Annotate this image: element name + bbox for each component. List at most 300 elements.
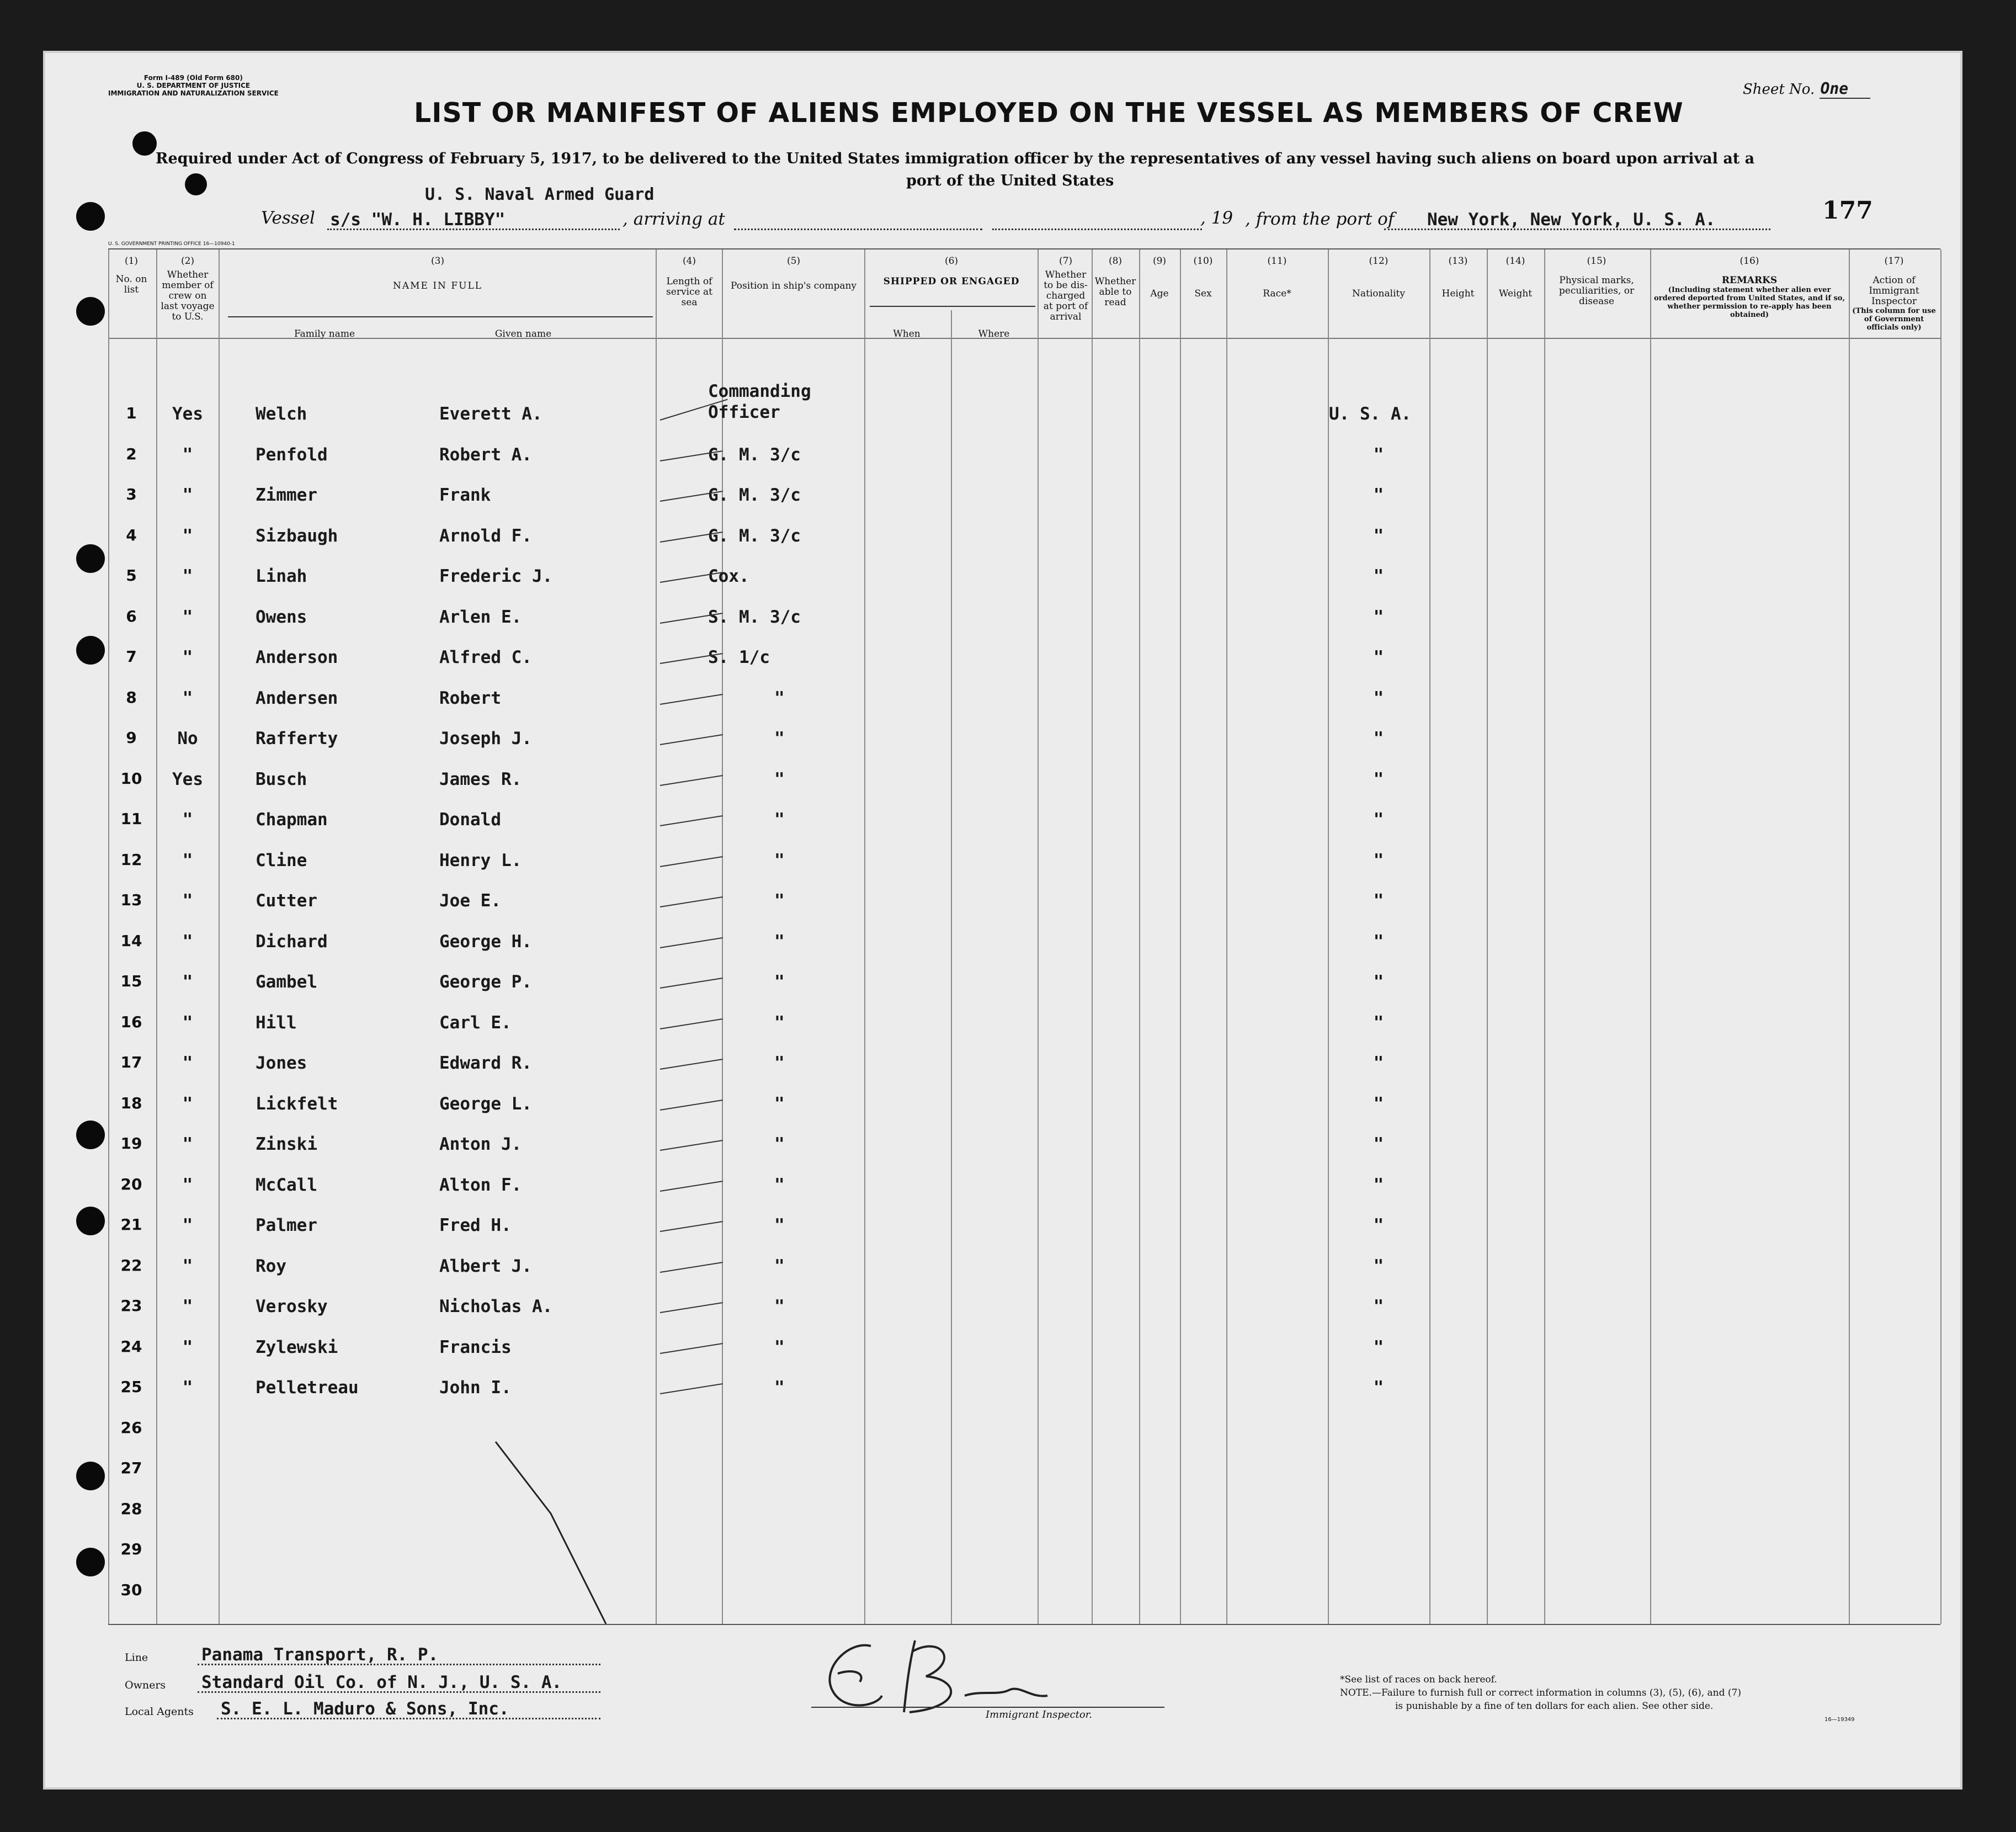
from-port-dotted-line	[1384, 229, 1770, 230]
nationality: "	[1373, 850, 1384, 870]
inspector-signature-line	[811, 1707, 1164, 1708]
col12-num: (12)	[1369, 256, 1389, 267]
row-number: 6	[126, 607, 137, 625]
form-id-line-1: Form I-489 (Old Form 680)	[143, 74, 243, 82]
position: "	[774, 688, 785, 708]
nationality: "	[1373, 810, 1384, 830]
col7-title: Whether to be dis-charged at port of arrival	[1043, 269, 1088, 322]
position: "	[774, 810, 785, 830]
previous-voyage: "	[182, 972, 193, 992]
nationality: "	[1373, 525, 1384, 546]
nationality: "	[1373, 1215, 1384, 1235]
position: "	[774, 769, 785, 789]
previous-voyage: "	[182, 1053, 193, 1073]
column-divider	[1544, 249, 1545, 1624]
family-name: Zinski	[256, 1134, 317, 1154]
column-divider	[1038, 249, 1039, 1624]
position: "	[774, 1337, 785, 1357]
owners-label: Owners	[125, 1679, 166, 1691]
row-number: 12	[120, 850, 142, 869]
pen-stroke	[474, 1431, 617, 1629]
row-number: 10	[120, 769, 142, 788]
form-id	[108, 74, 279, 97]
binder-hole	[76, 544, 105, 573]
col1-num: (1)	[124, 256, 139, 267]
where-header: Where	[978, 328, 1010, 339]
required-line-1: Required under Act of Congress of February 5, 1917, to be delivered to the United States immigration officer by the representatives of any vessel having such aliens on board upon arrival at a	[156, 150, 1755, 167]
nationality: "	[1373, 688, 1384, 708]
previous-voyage: "	[182, 485, 193, 505]
given-name: George L.	[439, 1093, 532, 1114]
previous-voyage: "	[182, 810, 193, 830]
col2-num: (2)	[180, 256, 195, 267]
column-divider	[656, 249, 657, 1624]
col16-num: (16)	[1740, 256, 1759, 267]
given-name: Donald	[439, 810, 501, 830]
row-number: 23	[120, 1297, 142, 1315]
nationality: "	[1373, 769, 1384, 789]
row-number: 13	[120, 891, 142, 909]
nationality: "	[1373, 444, 1384, 465]
col10-title: Sex	[1194, 288, 1212, 299]
family-name: Verosky	[256, 1297, 328, 1316]
note-races: *See list of races on back hereof.	[1340, 1674, 1497, 1685]
row-number: 20	[120, 1175, 142, 1193]
given-name: James R.	[439, 769, 522, 789]
nationality: "	[1373, 931, 1384, 952]
vessel-subtitle: U. S. Naval Armed Guard	[425, 185, 655, 204]
col5-title: Position in ship's company	[730, 280, 857, 291]
family-name: Sizbaugh	[256, 525, 338, 546]
column-divider	[1429, 249, 1430, 1624]
position: "	[774, 1053, 785, 1073]
col6-divider	[870, 306, 1035, 307]
col14-header	[1488, 256, 1543, 299]
column-divider	[108, 249, 109, 1624]
col4-num: (4)	[682, 256, 696, 267]
col8-header	[1093, 256, 1138, 308]
given-name: Frank	[439, 485, 491, 505]
column-divider	[156, 249, 157, 1624]
nationality: "	[1373, 972, 1384, 992]
col6-header	[865, 256, 1038, 287]
col13-num: (13)	[1448, 256, 1468, 267]
row-number: 11	[120, 810, 142, 828]
previous-voyage: "	[182, 1093, 193, 1114]
nationality: U. S. A.	[1329, 404, 1412, 424]
previous-voyage: "	[182, 1337, 193, 1357]
nationality: "	[1373, 566, 1384, 586]
row-number: 24	[120, 1337, 142, 1356]
position: "	[774, 972, 785, 992]
col16-header	[1651, 256, 1848, 319]
col12-title: Nationality	[1352, 288, 1405, 299]
given-name: George H.	[439, 931, 532, 952]
nationality: "	[1373, 1012, 1384, 1033]
given-name: Nicholas A.	[439, 1297, 553, 1316]
date-dotted-line	[992, 229, 1202, 230]
col13-title: Height	[1441, 288, 1475, 299]
position: G. M. 3/c	[708, 444, 801, 465]
column-divider	[1849, 249, 1850, 1624]
given-name: Henry L.	[439, 850, 522, 870]
previous-voyage: No	[177, 729, 198, 748]
previous-voyage: "	[182, 607, 193, 627]
service-length-dash	[660, 1181, 723, 1192]
service-length-dash	[660, 1100, 723, 1111]
col7-header	[1041, 256, 1091, 322]
col8-title: Whether able to read	[1094, 276, 1136, 308]
family-name: Jones	[256, 1053, 307, 1073]
col11-title: Race*	[1263, 288, 1291, 299]
row-number: 14	[120, 931, 142, 950]
family-name: Busch	[256, 769, 307, 789]
previous-voyage: "	[182, 1175, 193, 1195]
position: "	[774, 729, 785, 748]
column-divider	[1650, 249, 1651, 1624]
family-name: Hill	[256, 1012, 297, 1033]
col17-header	[1850, 256, 1938, 332]
family-name: Pelletreau	[256, 1378, 359, 1398]
from-port-label: , from the port of	[1245, 209, 1395, 229]
previous-voyage: "	[182, 1134, 193, 1154]
column-divider	[1940, 249, 1941, 1624]
service-length-dash	[660, 734, 723, 745]
family-name: Roy	[256, 1256, 286, 1276]
col6-num: (6)	[944, 256, 959, 267]
note-failure: NOTE.—Failure to furnish full or correct information in columns (3), (5), (6), and (7)	[1340, 1687, 1741, 1698]
col3-title: NAME IN FULL	[392, 280, 483, 291]
column-divider	[1180, 249, 1181, 1624]
position: "	[774, 891, 785, 911]
printing-office: U. S. GOVERNMENT PRINTING OFFICE 16—10940-1	[108, 241, 235, 247]
col17-subtitle: (This column for use of Government officials only)	[1852, 307, 1936, 332]
previous-voyage: "	[182, 1256, 193, 1276]
given-name: Francis	[439, 1337, 512, 1357]
arriving-label: , arriving at	[623, 209, 725, 229]
previous-voyage: "	[182, 525, 193, 546]
row-number: 5	[126, 566, 137, 585]
row-number: 19	[120, 1134, 142, 1153]
service-length-dash	[660, 694, 723, 705]
position: "	[774, 850, 785, 870]
binder-hole	[76, 202, 105, 231]
vessel-label: Vessel	[261, 208, 315, 228]
nationality: "	[1373, 891, 1384, 911]
col2-title: Whether member of crew on last voyage to U.S.	[161, 269, 215, 322]
ink-blot	[185, 173, 207, 195]
given-name: Alton F.	[439, 1175, 522, 1195]
row-number: 28	[120, 1499, 142, 1518]
line-dotted	[198, 1664, 600, 1665]
service-length-dash	[660, 937, 723, 948]
previous-voyage: "	[182, 688, 193, 708]
row-number: 2	[126, 444, 137, 463]
owners-dotted	[198, 1691, 600, 1693]
service-length-dash	[660, 1302, 723, 1313]
binder-hole	[76, 1121, 105, 1149]
col5-header	[725, 256, 863, 291]
family-name: Cline	[256, 850, 307, 870]
service-length-dash	[660, 775, 723, 786]
service-length-dash	[660, 856, 723, 867]
arriving-dotted-line	[734, 229, 982, 230]
owners-value: Standard Oil Co. of N. J., U. S. A.	[201, 1672, 562, 1692]
previous-voyage: Yes	[172, 404, 203, 424]
position: "	[774, 931, 785, 952]
position: G. M. 3/c	[708, 525, 801, 546]
table-top-border	[108, 248, 1940, 249]
col10-num: (10)	[1193, 256, 1213, 267]
service-length-dash	[660, 1059, 723, 1070]
family-name: Gambel	[256, 972, 317, 992]
service-length-dash	[660, 1018, 723, 1029]
previous-voyage: "	[182, 1378, 193, 1398]
col5-num: (5)	[786, 256, 801, 267]
given-name-header: Given name	[494, 328, 552, 339]
family-name: McCall	[256, 1175, 317, 1195]
previous-voyage: "	[182, 931, 193, 952]
column-divider	[219, 249, 220, 1624]
ink-blot	[132, 131, 157, 156]
nationality: "	[1373, 1256, 1384, 1276]
when-header: When	[893, 328, 921, 339]
given-name: Carl E.	[439, 1012, 512, 1033]
nationality: "	[1373, 607, 1384, 627]
col9-header	[1140, 256, 1179, 299]
position: S. M. 3/c	[708, 607, 801, 627]
position: "	[774, 1297, 785, 1316]
col2-header	[160, 256, 215, 322]
nationality: "	[1373, 647, 1384, 667]
binder-hole	[76, 1548, 105, 1576]
col15-num: (15)	[1587, 256, 1607, 267]
row-number: 16	[120, 1012, 142, 1031]
col1-title: No. on list	[115, 274, 147, 295]
row-number: 4	[126, 525, 137, 544]
family-name: Anderson	[256, 647, 338, 667]
binder-hole	[76, 636, 105, 665]
family-name-header: Family name	[294, 328, 355, 339]
required-line-2: port of the United States	[906, 172, 1114, 189]
sheet-number	[1743, 79, 1870, 98]
col14-num: (14)	[1506, 256, 1525, 267]
previous-voyage: "	[182, 1297, 193, 1316]
col9-num: (9)	[1152, 256, 1167, 267]
position: Commanding Officer	[708, 381, 811, 422]
note-fine: is punishable by a fine of ten dollars for each alien. See other side.	[1395, 1701, 1714, 1712]
row-number: 22	[120, 1256, 142, 1275]
col9-title: Age	[1150, 288, 1169, 299]
given-name: Robert	[439, 688, 501, 708]
previous-voyage: "	[182, 444, 193, 465]
sheet-label: Sheet No.	[1743, 81, 1815, 98]
inspector-signature	[799, 1629, 1108, 1740]
col3-num: (3)	[430, 256, 445, 267]
service-length-dash	[660, 1221, 723, 1232]
col17-num: (17)	[1884, 256, 1904, 267]
year-label: , 19	[1200, 208, 1233, 228]
form-id-line-3: IMMIGRATION AND NATURALIZATION SERVICE	[108, 89, 279, 97]
family-name: Lickfelt	[256, 1093, 338, 1114]
given-name: Anton J.	[439, 1134, 522, 1154]
row-number: 9	[126, 729, 137, 747]
given-name: Arlen E.	[439, 607, 522, 627]
row-number: 18	[120, 1093, 142, 1112]
binder-hole	[76, 297, 105, 326]
family-name: Welch	[256, 404, 307, 424]
line-value: Panama Transport, R. P.	[201, 1645, 439, 1665]
binder-hole	[76, 1207, 105, 1235]
vessel-dotted-line	[327, 229, 620, 230]
col12-header	[1329, 256, 1428, 299]
given-name: Joe E.	[439, 891, 501, 911]
row-number: 26	[120, 1418, 142, 1437]
service-length-dash	[660, 815, 723, 826]
col10-header	[1181, 256, 1225, 299]
col17-title: Action of Immigrant Inspector	[1869, 275, 1919, 307]
previous-voyage: "	[182, 566, 193, 586]
nationality: "	[1373, 1053, 1384, 1073]
family-name: Penfold	[256, 444, 328, 465]
previous-voyage: "	[182, 1215, 193, 1235]
nationality: "	[1373, 1175, 1384, 1195]
page-title: LIST OR MANIFEST OF ALIENS EMPLOYED ON THE VESSEL AS MEMBERS OF CREW	[414, 97, 1684, 129]
row-number: 29	[120, 1540, 142, 1558]
service-length-dash	[660, 1140, 723, 1151]
service-length-dash	[660, 896, 723, 907]
given-name: George P.	[439, 972, 532, 992]
previous-voyage: "	[182, 850, 193, 870]
sheet-value: One	[1820, 79, 1871, 99]
col1-header	[115, 256, 148, 295]
nationality: "	[1373, 1297, 1384, 1316]
col16-title: REMARKS	[1721, 275, 1778, 286]
given-name: John I.	[439, 1378, 512, 1398]
agents-label: Local Agents	[125, 1706, 194, 1718]
table-bottom-border	[108, 1624, 1940, 1625]
row-number: 27	[120, 1459, 142, 1477]
family-name: Zimmer	[256, 485, 317, 505]
col11-num: (11)	[1267, 256, 1287, 267]
row-number: 21	[120, 1215, 142, 1234]
family-name: Dichard	[256, 931, 328, 952]
given-name: Joseph J.	[439, 729, 532, 748]
row-number: 1	[126, 404, 137, 422]
previous-voyage: "	[182, 1012, 193, 1033]
row-number: 3	[126, 485, 137, 503]
form-code: 16—19349	[1824, 1717, 1855, 1723]
service-length-dash	[660, 1383, 723, 1394]
position: "	[774, 1256, 785, 1276]
nationality: "	[1373, 1134, 1384, 1154]
position: "	[774, 1012, 785, 1033]
row-number: 7	[126, 647, 137, 666]
col7-num: (7)	[1058, 256, 1073, 267]
nationality: "	[1373, 729, 1384, 748]
col8-num: (8)	[1108, 256, 1123, 267]
row-number: 17	[120, 1053, 142, 1071]
previous-voyage: Yes	[172, 769, 203, 789]
given-name: Fred H.	[439, 1215, 512, 1235]
position: Cox.	[708, 566, 749, 586]
col6-title: SHIPPED OR ENGAGED	[883, 276, 1020, 287]
family-name: Andersen	[256, 688, 338, 708]
col3-divider	[228, 316, 653, 317]
vessel-value: s/s "W. H. LIBBY"	[330, 210, 506, 230]
col14-title: Weight	[1498, 288, 1533, 299]
family-name: Linah	[256, 566, 307, 586]
family-name: Chapman	[256, 810, 328, 830]
given-name: Alfred C.	[439, 647, 532, 667]
col4-header	[658, 256, 720, 308]
column-divider	[1092, 249, 1093, 1624]
family-name: Rafferty	[256, 729, 338, 748]
inspector-label: Immigrant Inspector.	[986, 1709, 1093, 1721]
binder-hole	[76, 1462, 105, 1490]
service-length-dash	[660, 978, 723, 989]
previous-voyage: "	[182, 891, 193, 911]
position: "	[774, 1215, 785, 1235]
agents-dotted	[217, 1718, 600, 1719]
given-name: Edward R.	[439, 1053, 532, 1073]
position: S. 1/c	[708, 647, 770, 667]
row-number: 30	[120, 1580, 142, 1599]
nationality: "	[1373, 485, 1384, 505]
position: "	[774, 1175, 785, 1195]
manifest-sheet	[43, 51, 1962, 1789]
col3-header	[220, 256, 656, 291]
service-length-dash	[660, 1262, 723, 1273]
row-number: 15	[120, 972, 142, 990]
form-id-line-2: U. S. DEPARTMENT OF JUSTICE	[136, 82, 251, 89]
stamp-number: 177	[1822, 197, 1873, 225]
position: "	[774, 1134, 785, 1154]
service-length-dash	[660, 1343, 723, 1354]
col13-header	[1430, 256, 1486, 299]
previous-voyage: "	[182, 647, 193, 667]
given-name: Robert A.	[439, 444, 532, 465]
given-name: Frederic J.	[439, 566, 553, 586]
column-divider	[1139, 249, 1140, 1624]
given-name: Everett A.	[439, 404, 542, 424]
family-name: Cutter	[256, 891, 317, 911]
column-divider	[1487, 249, 1488, 1624]
position: "	[774, 1378, 785, 1398]
nationality: "	[1373, 1093, 1384, 1114]
col11-header	[1227, 256, 1327, 299]
row-number: 8	[126, 688, 137, 707]
from-port-value: New York, New York, U. S. A.	[1427, 210, 1716, 230]
given-name: Arnold F.	[439, 525, 532, 546]
col16-subtitle: (Including statement whether alien ever ordered deported from United States, and if so, whether permission to re-apply has been obtained)	[1653, 286, 1845, 319]
position: "	[774, 1093, 785, 1114]
column-divider	[951, 310, 952, 1624]
family-name: Zylewski	[256, 1337, 338, 1357]
line-label: Line	[125, 1652, 148, 1664]
nationality: "	[1373, 1378, 1384, 1398]
column-divider	[1226, 249, 1227, 1624]
family-name: Owens	[256, 607, 307, 627]
row-number: 25	[120, 1378, 142, 1396]
family-name: Palmer	[256, 1215, 317, 1235]
col15-title: Physical marks, peculiarities, or disease	[1558, 275, 1635, 307]
given-name: Albert J.	[439, 1256, 532, 1276]
position: G. M. 3/c	[708, 485, 801, 505]
col4-title: Length of service at sea	[666, 276, 712, 308]
col15-header	[1545, 256, 1648, 307]
nationality: "	[1373, 1337, 1384, 1357]
